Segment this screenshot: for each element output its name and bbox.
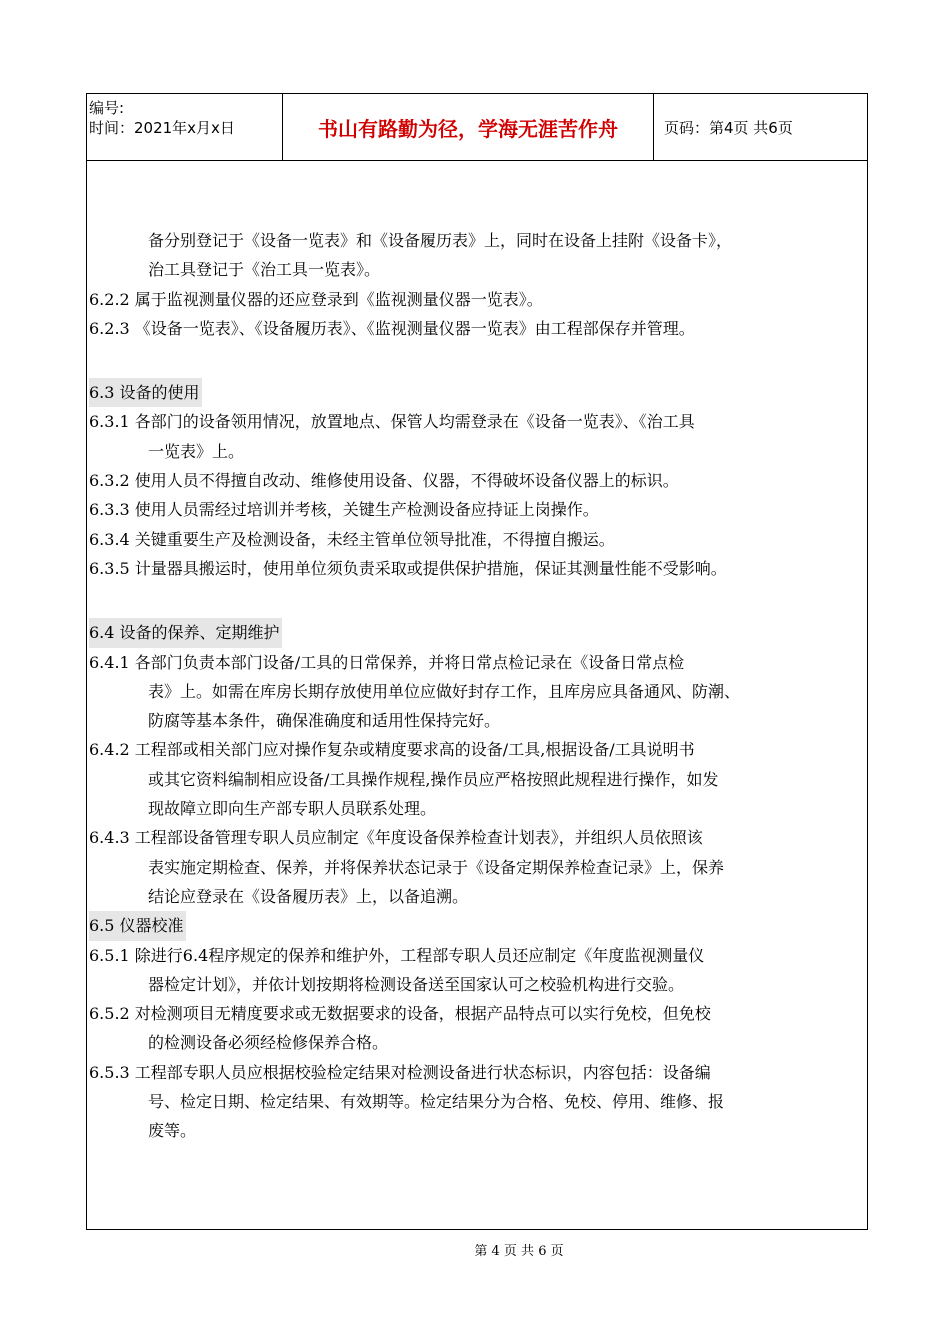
section-heading-6-3 (89, 378, 859, 407)
section-spacer (89, 583, 859, 618)
header-divider (86, 160, 868, 161)
paragraph-line: 6.5.3 工程部专职人员应根据校验检定结果对检测设备进行状态标识，内容包括：设备编 (89, 1062, 711, 1082)
paragraph-line: 结论应登录在《设备履历表》上，以备追溯。 (148, 886, 469, 906)
section-heading-text: 6.3 设备的使用 (89, 378, 202, 407)
paragraph-line: 6.2.2 属于监视测量仪器的还应登录到《监视测量仪器一览表》。 (89, 289, 543, 309)
paragraph-line: 治工具登记于《治工具一览表》。 (148, 260, 381, 280)
paragraph-line: 6.5.1 除进行6.4程序规定的保养和维护外，工程部专职人员还应制定《年度监视测量仪 (89, 945, 705, 965)
header-motto: 书山有路勤为径，学海无涯苦作舟 (283, 93, 654, 161)
paragraph-line: 6.3.3 使用人员需经过培训并考核，关键生产检测设备应持证上岗操作。 (89, 500, 599, 520)
paragraph-line: 6.3.5 计量器具搬运时，使用单位须负责采取或提供保护措施，保证其测量性能不受影响。 (89, 558, 727, 578)
document-date-label: 时间：2021年x月x日 (89, 119, 235, 137)
paragraph-line: 表》上。如需在库房长期存放使用单位应做好封存工作，且库房应具备通风、防潮、 (148, 681, 741, 701)
paragraph-line: 6.4.2 工程部或相关部门应对操作复杂或精度要求高的设备/工具,根据设备/工具说明书 (89, 740, 695, 760)
section-spacer (89, 343, 859, 378)
document-body (89, 226, 859, 1146)
document-number-label: 编号: (89, 99, 125, 117)
paragraph-line: 防腐等基本条件，确保准确度和适用性保持完好。 (148, 711, 501, 731)
section-heading-text: 6.5 仪器校准 (89, 911, 186, 940)
section-heading-6-4 (89, 618, 859, 647)
paragraph-line: 废等。 (148, 1121, 197, 1141)
paragraph-line: 现故障立即向生产部专职人员联系处理。 (148, 799, 437, 819)
header-page-label: 页码：第4页 共6页 (664, 118, 793, 137)
paragraph-line: 表实施定期检查、保养，并将保养状态记录于《设备定期保养检查记录》上，保养 (148, 857, 725, 877)
page-footer: 第 4 页 共 6 页 (474, 1244, 564, 1259)
paragraph-line: 器检定计划》，并依计划按期将检测设备送至国家认可之校验机构进行交验。 (148, 974, 685, 994)
paragraph-line: 6.5.2 对检测项目无精度要求或无数据要求的设备，根据产品特点可以实行免校，但免校 (89, 1004, 711, 1024)
paragraph-line: 的检测设备必须经检修保养合格。 (148, 1033, 389, 1053)
paragraph-line: 6.4.3 工程部设备管理专职人员应制定《年度设备保养检查计划表》，并组织人员依照该 (89, 828, 703, 848)
paragraph-line: 号、检定日期、检定结果、有效期等。检定结果分为合格、免校、停用、维修、报 (148, 1092, 725, 1112)
section-heading-text: 6.4 设备的保养、定期维护 (89, 618, 282, 647)
paragraph-line: 6.3.4 关键重要生产及检测设备，未经主管单位领导批准，不得擅自搬运。 (89, 529, 615, 549)
paragraph-line: 6.3.1 各部门的设备领用情况，放置地点、保管人均需登录在《设备一览表》、《治工具 (89, 412, 695, 432)
paragraph-line: 或其它资料编制相应设备/工具操作规程,操作员应严格按照此规程进行操作，如发 (148, 769, 719, 789)
document-header (86, 93, 868, 161)
paragraph-line: 6.4.1 各部门负责本部门设备/工具的日常保养，并将日常点检记录在《设备日常点检 (89, 652, 685, 672)
paragraph-line: 一览表》上。 (148, 441, 245, 461)
section-heading-6-5 (89, 911, 859, 940)
header-meta-cell (86, 93, 283, 161)
paragraph-line: 6.2.3 《设备一览表》、《设备履历表》、《监视测量仪器一览表》由工程部保存并管理。 (89, 318, 695, 338)
paragraph-line: 备分别登记于《设备一览表》和《设备履历表》上，同时在设备上挂附《设备卡》， (148, 231, 733, 250)
paragraph-line: 6.3.2 使用人员不得擅自改动、维修使用设备、仪器，不得破坏设备仪器上的标识。 (89, 471, 679, 491)
